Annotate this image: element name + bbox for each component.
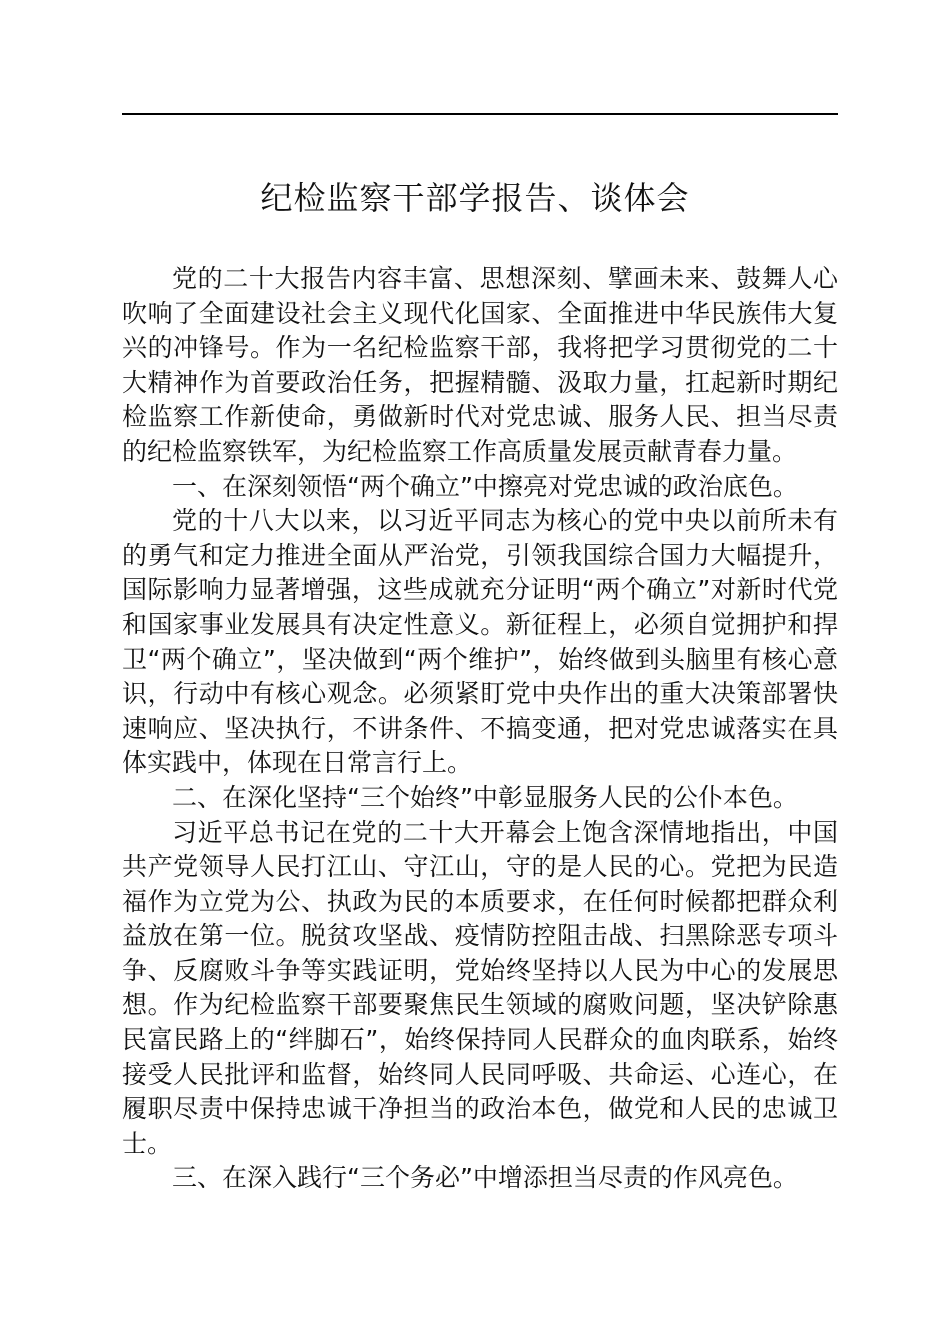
paragraph-section-2: 习近平总书记在党的二十大开幕会上饱含深情地指出，中国共产党领导人民打江山、守江山，守的是人民的心。党把为民造福作为立党为公、执政为民的本质要求，在任何时候都把群众利益放在第一位。脱贫攻坚战、疫情防控阻击战、扫黑除恶专项斗争、反腐败斗争等实践证明，党始终坚持以人民为中心的发展思想。作为纪检监察干部要聚焦民生领域的腐败问题，坚决铲除惠民富民路上的“绊脚石”，始终保持同人民群众的血肉联系，始终接受人民批评和监督，始终同人民同呼吸、共命运、心连心，在履职尽责中保持忠诚干净担当的政治本色，做党和人民的忠诚卫士。: [122, 817, 838, 1158]
paragraph-intro: 党的二十大报告内容丰富、思想深刻、擘画未来、鼓舞人心吹响了全面建设社会主义现代化国家、全面推进中华民族伟大复兴的冲锋号。作为一名纪检监察干部，我将把学习贯彻党的二十大精神作为首要政治任务，把握精髓、汲取力量，扛起新时期纪检监察工作新使命，勇做新时代对党忠诚、服务人民、担当尽责的纪检监察铁军，为纪检监察工作高质量发展贡献青春力量。: [122, 264, 838, 466]
document-body: [122, 262, 838, 1196]
header-rule: [122, 113, 838, 115]
section-heading-2: 二、在深化坚持“三个始终”中彰显服务人民的公仆本色。: [172, 782, 798, 812]
paragraph-section-1: 党的十八大以来，以习近平同志为核心的党中央以前所未有的勇气和定力推进全面从严治党，引领我国综合国力大幅提升，国际影响力显著增强，这些成就充分证明“两个确立”对新时代党和国家事业发展具有决定性意义。新征程上，必须自觉拥护和捍卫“两个确立”，坚决做到“两个维护”，始终做到头脑里有核心意识，行动中有核心观念。必须紧盯党中央作出的重大决策部署快速响应、坚决执行，不讲条件、不搞变通，把对党忠诚落实在具体实践中，体现在日常言行上。: [122, 506, 838, 778]
section-heading-3: 三、在深入践行“三个务必”中增添担当尽责的作风亮色。: [172, 1163, 798, 1193]
section-heading-1: 一、在深刻领悟“两个确立”中擦亮对党忠诚的政治底色。: [172, 471, 798, 501]
document-title: 纪检监察干部学报告、谈体会: [260, 179, 690, 217]
